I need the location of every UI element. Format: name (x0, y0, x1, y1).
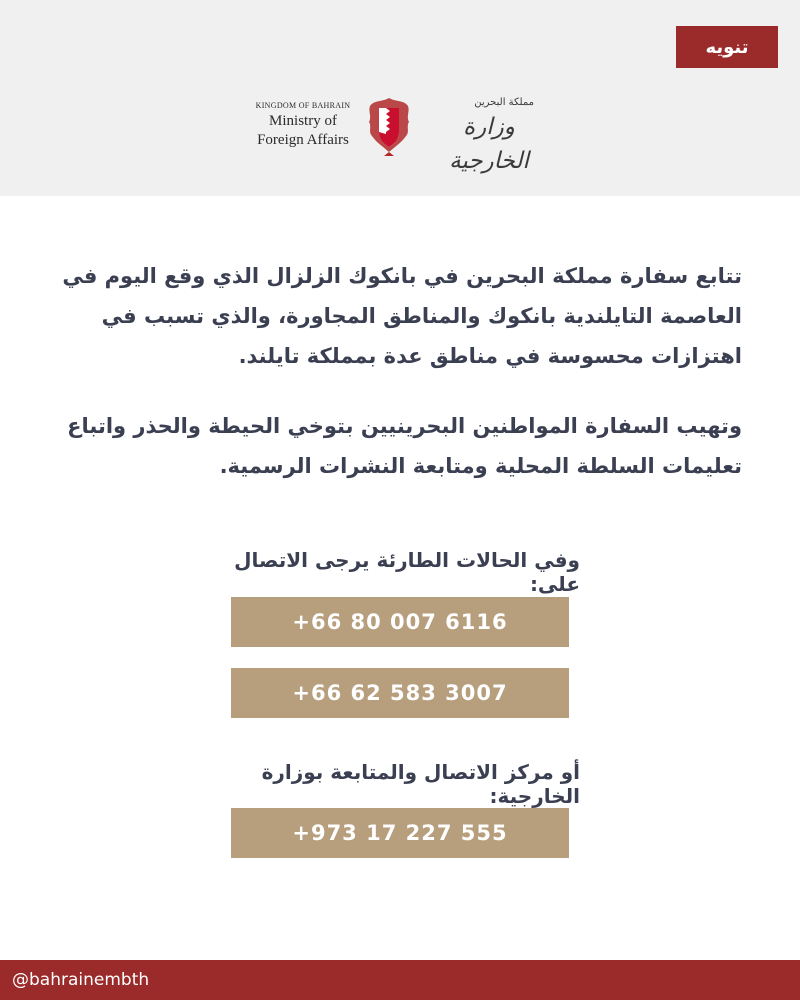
ministry-name-ar: وزارة الخارجية (449, 114, 529, 174)
kingdom-label-en: KINGDOM OF BAHRAIN (255, 101, 351, 110)
header (0, 0, 800, 196)
ministry-contact-phone[interactable]: +973 17 227 555 (231, 808, 569, 858)
emergency-phone-2[interactable]: +66 62 583 3007 (231, 668, 569, 718)
announcement-paragraph-2: وتهيب السفارة المواطنين البحرينيين بتوخي الحيطة والحذر واتباع تعليمات السلطة المحلية ومتابعة النشرات الرسمية. (67, 414, 742, 478)
notice-badge: تنويه (676, 26, 778, 68)
ministry-name-en-line1: Ministry of (269, 113, 337, 129)
ministry-name-en-line2: Foreign Affairs (257, 132, 349, 148)
ministry-contact-label: أو مركز الاتصال والمتابعة بوزارة الخارجية: (261, 760, 580, 808)
announcement-paragraph-1: تتابع سفارة مملكة البحرين في بانكوك الزلزال الذي وقع اليوم في العاصمة التايلندية بانكوك والمناطق المجاورة، والذي تسبب في اهتزازات محسوسة في مناطق عدة بمملكة تايلند. (62, 264, 742, 368)
ministry-logo-arabic (424, 96, 554, 178)
bahrain-emblem-icon (364, 94, 414, 158)
kingdom-label-ar: مملكة البحرين (474, 97, 534, 108)
ministry-logo-english (244, 100, 362, 150)
emergency-phone-1[interactable]: +66 80 007 6116 (231, 597, 569, 647)
social-handle-link[interactable]: @bahrainembth (12, 970, 150, 990)
emergency-contact-label: وفي الحالات الطارئة يرجى الاتصال على: (234, 548, 580, 596)
footer-bar (0, 960, 800, 1000)
